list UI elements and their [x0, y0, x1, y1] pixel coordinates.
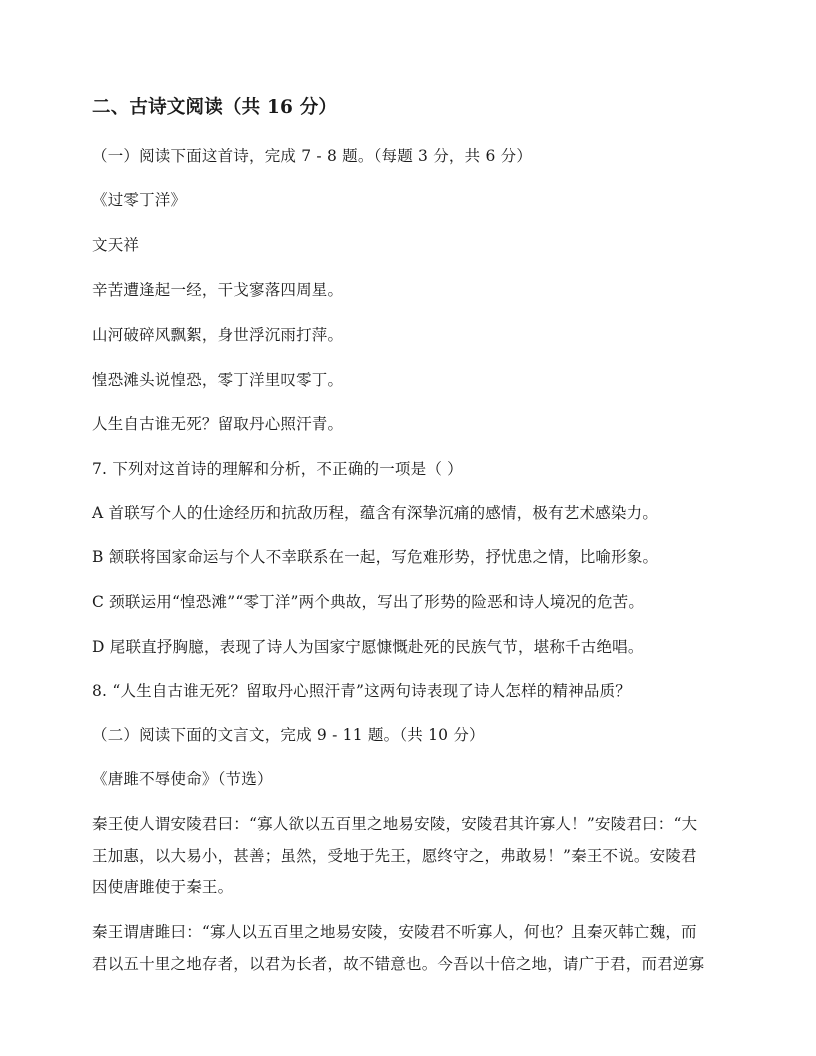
- poem-line-1: 辛苦遭逢起一经，干戈寥落四周星。: [92, 281, 344, 299]
- question-7-option-a: A 首联写个人的仕途经历和抗敌历程，蕴含有深挚沉痛的感情，极有艺术感染力。: [92, 504, 659, 522]
- question-7-option-c: C 颈联运用“惶恐滩”“零丁洋”两个典故，写出了形势的险恶和诗人境况的危苦。: [92, 593, 645, 611]
- question-7-stem: 7. 下列对这首诗的理解和分析，不正确的一项是（ ）: [92, 460, 463, 478]
- question-7-option-d: D 尾联直抒胸臆，表现了诗人为国家宁愿慷慨赴死的民族气节，堪称千古绝唱。: [92, 638, 644, 656]
- poem-line-4: 人生自古谁无死？留取丹心照汗青。: [92, 415, 344, 433]
- part2-intro: （二）阅读下面的文言文，完成 9 - 11 题。（共 10 分）: [92, 726, 485, 744]
- paragraph-1-line-3: 因使唐雎使于秦王。: [92, 878, 234, 896]
- paragraph-1-line-2: 王加惠，以大易小，甚善；虽然，受地于先王，愿终守之，弗敢易！”秦王不说。安陵君: [92, 847, 697, 865]
- question-8: 8. “人生自古谁无死？留取丹心照汗青”这两句诗表现了诗人怎样的精神品质？: [92, 682, 631, 700]
- poem-title: 《过零丁洋》: [92, 191, 187, 209]
- paragraph-2-line-1: 秦王谓唐雎曰：“寡人以五百里之地易安陵，安陵君不听寡人，何也？且秦灭韩亡魏，而: [92, 923, 697, 941]
- classical-text-title: 《唐雎不辱使命》（节选）: [92, 770, 273, 788]
- paragraph-2-line-2: 君以五十里之地存者，以君为长者，故不错意也。今吾以十倍之地，请广于君，而君逆寡: [92, 955, 705, 973]
- poem-author: 文天祥: [92, 236, 140, 254]
- poem-line-2: 山河破碎风飘絮，身世浮沉雨打萍。: [92, 326, 344, 344]
- section-title: 二、古诗文阅读（共 16 分）: [92, 97, 338, 118]
- paragraph-1-line-1: 秦王使人谓安陵君曰：“寡人欲以五百里之地易安陵，安陵君其许寡人！”安陵君曰：“大: [92, 815, 698, 833]
- poem-line-3: 惶恐滩头说惶恐，零丁洋里叹零丁。: [92, 371, 344, 389]
- question-7-option-b: B 颔联将国家命运与个人不幸联系在一起，写危难形势，抒忧患之情，比喻形象。: [92, 548, 659, 566]
- part1-intro: （一）阅读下面这首诗，完成 7 - 8 题。（每题 3 分，共 6 分）: [92, 147, 533, 165]
